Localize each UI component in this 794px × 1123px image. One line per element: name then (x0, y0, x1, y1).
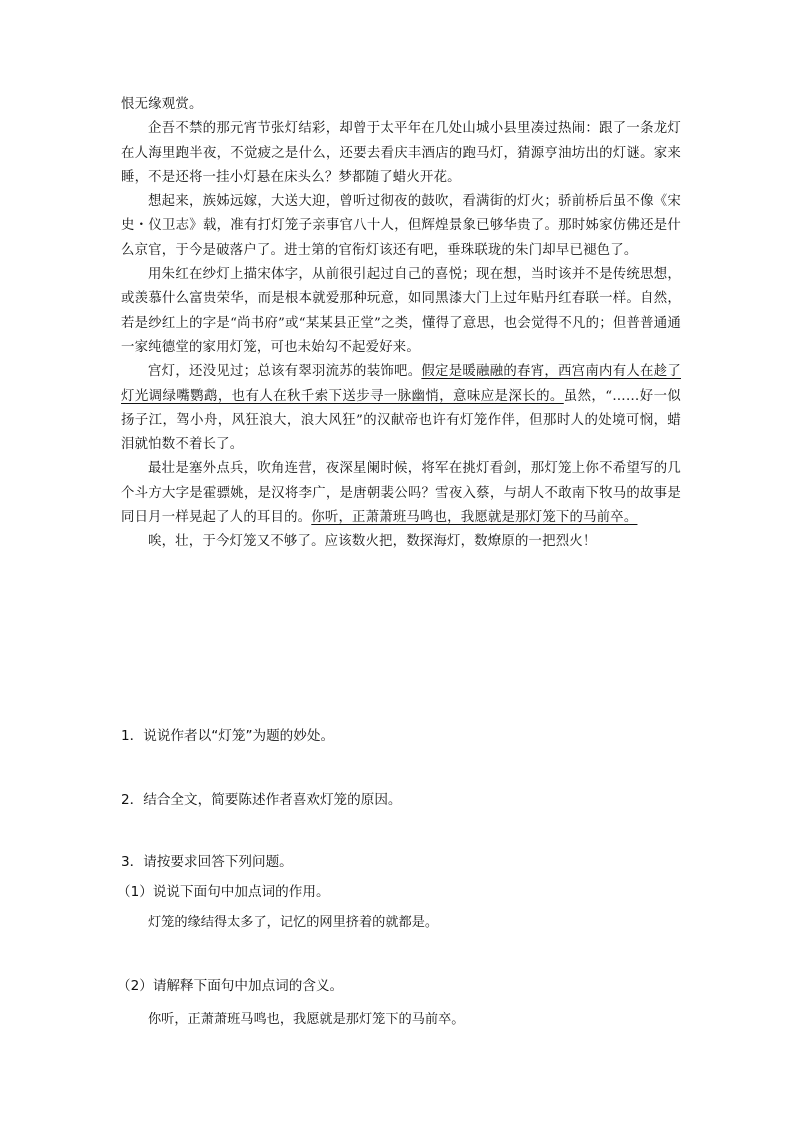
question-3-part-1-quote: 灯笼的缘结得太多了，记忆的网里挤着的就都是。 (148, 915, 439, 930)
question-3-part-2: （2）请解释下面句中加点词的含义。 (117, 978, 344, 994)
passage-paragraph-7: 唉，壮，于今灯笼又不够了。应该数火把，数探海灯，数燎原的一把烈火！ (148, 534, 597, 550)
passage-paragraph-5 (121, 360, 681, 457)
paragraph-6-text: 最壮是塞外点兵，吹角连营，夜深星阑时候，将军在挑灯看剑，那灯笼上你不希望写的几个斗方大字是霍骠姚，是汉将李广，是唐朝裴公吗？雪夜入蔡，与胡人不敢南下牧马的故事是同日月一样晃起了人的耳目的。 (121, 461, 681, 526)
passage-paragraph-6 (121, 457, 681, 530)
passage-paragraph-3: 想起来，族姊远嫁，大送大迎，曾听过彻夜的鼓吹，看满街的灯火；骄前桥后虽不像《宋史・仪卫志》载，准有打灯笼子亲事官八十人，但辉煌景象已够华贵了。那时姊家仿佛还是什么京官，于今是破落户了。进士第的官衔灯该还有吧，垂珠联珑的朱门却早已褪色了。 (121, 194, 681, 258)
underlined-sentence-horse-soldier: 你听，正萧萧班马鸣也，我愿就是那灯笼下的马前卒。 (311, 510, 638, 526)
passage-paragraph-4: 用朱红在纱灯上描宋体字，从前很引起过自己的喜悦；现在想，当时该并不是传统思想，或羡慕什么富贵荣华，而是根本就爱那种玩意，如同黑漆大门上过年贴丹红春联一样。自然，若是纱红上的字是“尚书府”或“某某县正堂”之类，懂得了意思，也会觉得不凡的；但普普通通一家纯德堂的家用灯笼，可也未始勾不起爱好来。 (121, 267, 681, 355)
question-1: 1．说说作者以“灯笼”为题的妙处。 (121, 728, 335, 744)
question-3-part-1: （1）说说下面句中加点词的作用。 (117, 884, 330, 900)
reading-passage (121, 93, 681, 555)
question-3-part-2-quote: 你听，正萧萧班马鸣也，我愿就是那灯笼下的马前卒。 (148, 1012, 465, 1027)
underlined-sentence-spring-night: 假定是暖融融的春宵，西宫南内有人在趁了灯光调绿嘴鹦鹉，也有人在秋千索下送步寻一脉幽悄，意味应是深长的。 (121, 364, 681, 404)
question-2: 2．结合全文，简要陈述作者喜欢灯笼的原因。 (121, 792, 402, 808)
question-3: 3．请按要求回答下列问题。 (121, 854, 293, 870)
paragraph-5-text-start: 宫灯，还没见过；总该有翠羽流苏的装饰吧。 (148, 364, 422, 380)
passage-paragraph-2: 企吾不禁的那元宵节张灯结彩，却曾于太平年在几处山城小县里凑过热闹：跟了一条龙灯在人海里跑半夜，不觉疲之是什么，还要去看庆丰酒店的跑马灯，猜源亨油坊出的灯谜。家来睡，不是还将一挂小灯悬在床头么？梦都随了蜡火开花。 (121, 121, 681, 185)
paragraph-5-text-end: 虽然，“……好一似扬子江，驾小舟，风狂浪大，浪大风狂”的汉献帝也许有灯笼作伴，但那时人的处境可悯，蜡泪就怕数不着长了。 (121, 388, 681, 453)
passage-paragraph-1: 恨无缘观赏。 (121, 97, 203, 112)
